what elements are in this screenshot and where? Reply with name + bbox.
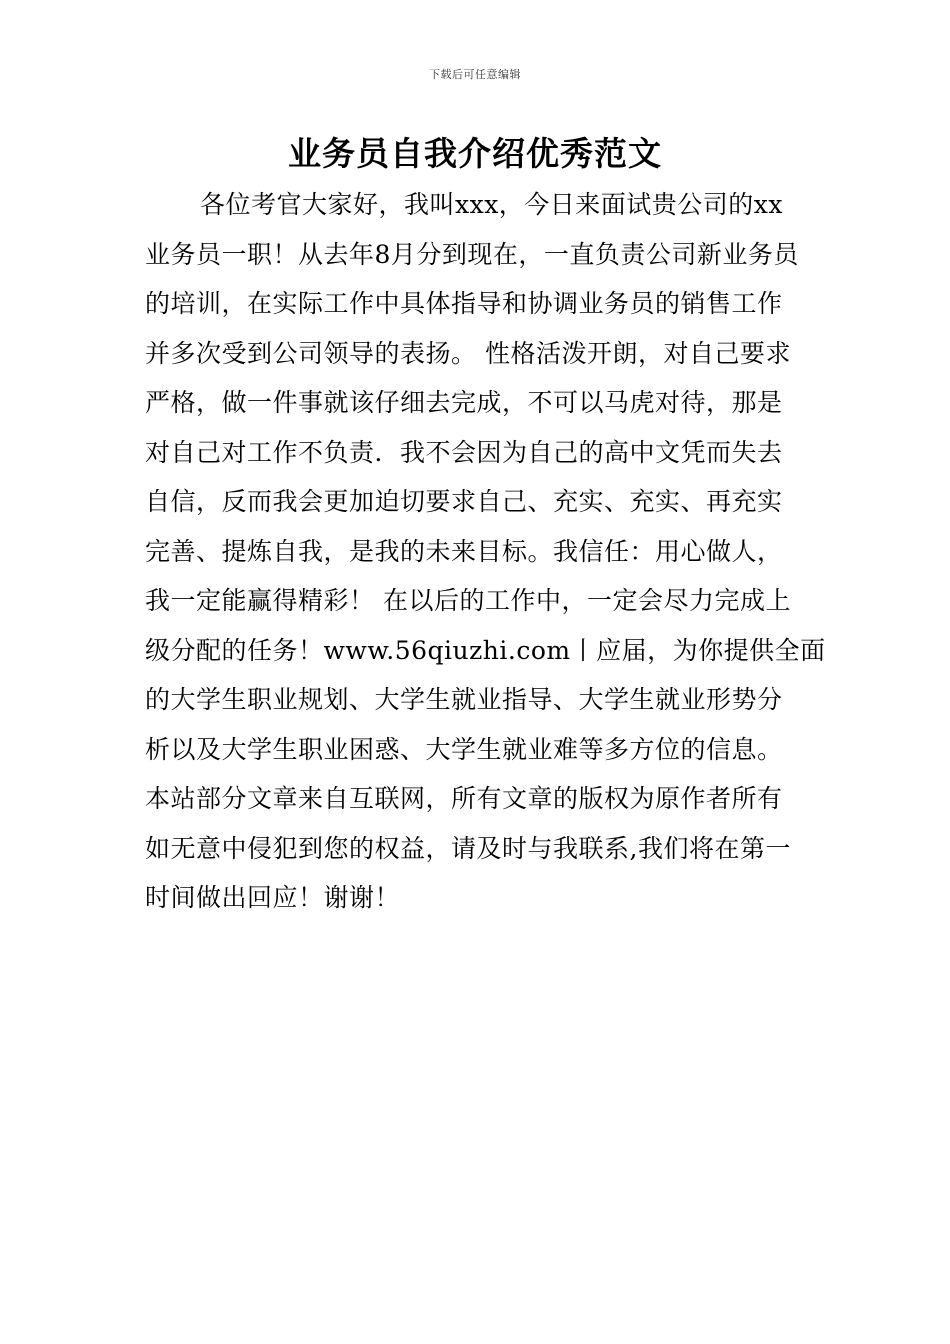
body-line: 析以及大学生职业困惑、大学生就业难等多方位的信息。 [145,734,783,764]
document-title: 业务员自我介绍优秀范文 [288,134,662,173]
body-line: 的大学生职业规划、大学生就业指导、大学生就业形势分 [145,685,783,714]
body-line: 并多次受到公司领导的表扬。 性格活泼开朗，对自己要求 [145,338,791,368]
document-body [145,180,826,923]
body-line: 完善、提炼自我，是我的未来目标。我信任：用心做人， [145,536,783,566]
website-link[interactable]: www.56qiuzhi.com [323,635,571,665]
body-line: 的培训，在实际工作中具体指导和协调业务员的销售工作 [145,289,783,318]
body-line: 严格，做一件事就该仔细去完成，不可以马虎对待，那是 [145,388,783,417]
body-text: 丨应届，为你提供全面 [570,635,826,665]
body-line: 时间做出回应！谢谢！ [145,883,401,912]
body-line: 我一定能赢得精彩！ 在以后的工作中，一定会尽力完成上 [145,586,791,615]
body-text: 级分配的任务！ [145,635,324,665]
body-line: 自信，反而我会更加迫切要求自己、充实、充实、再充实 [145,487,783,516]
body-line: 各位考官大家好，我叫xxx，今日来面试贵公司的xx [200,190,783,219]
body-line-with-link [145,626,826,676]
header-note: 下载后可任意编辑 [429,68,521,81]
body-line: 如无意中侵犯到您的权益，请及时与我联系,我们将在第一 [145,833,791,863]
body-line: 对自己对工作不负责．我不会因为自己的高中文凭而失去 [145,437,783,467]
body-line: 本站部分文章来自互联网，所有文章的版权为原作者所有 [145,784,783,813]
body-line: 业务员一职！从去年8月分到现在，一直负责公司新业务员 [145,239,799,269]
